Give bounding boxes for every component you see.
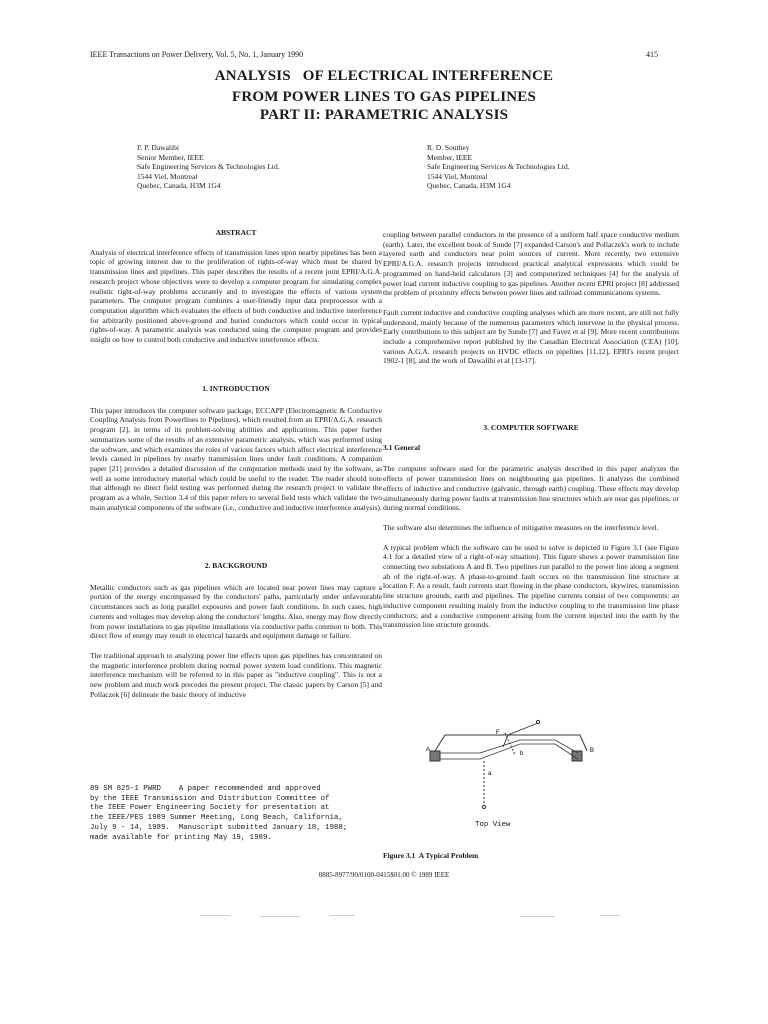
introduction-text: This paper introduces the computer software package, ECCAPP (Electromagnetic & Conductive Coupling Analysis from Powerlines to Pipelines), which resulted from an EPRI/A.G.A. research program [2], in terms of its problem-solving abilities and applications. This paper further summarizes some of the results of an extensive parametric analysis, which was performed using the software, and which examines the roles of various factors which affect electrical interference levels caused in pipelines by nearby transmission lines under fault conditions. A companion paper [21] provides a detailed discussion of the computation methods used by the software, as well as some introductory material which could be useful to the reader. The reader should note that although no direct field testing was performed during the research project to validate the program as a whole, Section 3.4 of this paper refers to several field tests which validate the two main analytical components of the software (i.e., conductive and inductive interference analysis). <box>90 405 382 512</box>
footnote-line: the IEEE Power Engineering Society for presentation at <box>90 804 330 813</box>
author-block-southey <box>427 143 570 191</box>
footnote-line: made available for printing May 19, 1989. <box>90 833 272 842</box>
author-city: Quebec, Canada, H3M 1G4 <box>427 181 511 190</box>
author-street: 1544 Viel, Montreal <box>137 171 198 181</box>
pipeline-end-top <box>536 720 539 723</box>
continued-paragraph-1: coupling between parallel conductors in the presence of a uniform half space conductive medium (earth). Later, the excellent book of Sunde [7] expanded Carson's and Pollaczek's work to include layered earth and conductors near point sources of current. More recently, two extensive EPRI/A.G.A. research projects introduced practical analytical expressions which could be programmed on hand-held calculators [3] and computerized techniques [4] for the analysis of power load current inductive coupling to gas pipelines. Another recent EPRI project [8] addressed the problem of proximity effects between power lines and railroad communications systems. <box>383 230 679 298</box>
title-line-3: PART II: PARAMETRIC ANALYSIS <box>259 107 509 123</box>
author-affiliation: Safe Engineering Services & Technologies Ltd. <box>427 162 570 171</box>
page-number: 415 <box>646 50 658 59</box>
author-affiliation: Safe Engineering Services & Technologies Ltd. <box>137 162 280 171</box>
pipeline-upper <box>440 740 578 753</box>
pipeline-end-bottom <box>482 805 485 808</box>
label-segment-b: b <box>520 751 524 757</box>
label-fault-f: F <box>496 730 500 736</box>
scan-artifact <box>260 916 300 917</box>
title-line-1: ANALYSIS OF ELECTRICAL INTERFERENCE <box>214 68 554 84</box>
scan-artifact <box>200 915 230 916</box>
scan-artifact <box>600 915 620 916</box>
footnote-line: by the IEEE Transmission and Distribution Committee of <box>90 794 330 803</box>
footnote-line: 89 SM 825-1 PWRD A paper recommended and approved <box>90 785 321 793</box>
author-role: Member, IEEE <box>427 152 473 162</box>
general-paragraph-3: A typical problem which the software can be used to solve is depicted in Figure 3.1 (see Figure 4.1 for a detailed view of a right-of-way situation). This figure shows a power transmission line connecting two substations A and B. Two pipelines run parallel to the power line along a segment ab of the right-of-way. A phase-to-ground fault occurs on the transmission line structure at location F. As a result, fault currents start flowing in the phase conductors, skywires, transmission line structure grounds, earth and pipelines. The pipeline currents consist of two components: an inductive component resulting mainly from the inductive coupling to the transmission line phase conductors; and a conductive component arising from the current injected into the earth by the transmission line structure grounds. <box>383 542 679 630</box>
background-paragraph-2: The traditional approach to analyzing power line effects upon gas pipelines has concentrated on the magnetic interference problem during normal power system load conditions. This magnetic interference mechanism will be referred to in this paper as "inductive coupling". This is not a new problem and much work precedes the present project. The classic papers by Carson [5] and Pollaczek [6] delineate the basic theory of inductive <box>90 650 382 699</box>
copyright-notice: 0885-8977/90/0100-0415$01.00 © 1989 IEEE <box>318 871 450 879</box>
left-column <box>90 228 382 345</box>
pipeline-lower <box>440 744 578 759</box>
right-column <box>383 230 679 366</box>
general-paragraph-2: The software also determines the influence of mitigative measures on the interference level. <box>383 522 659 532</box>
figure-3-1-diagram <box>420 695 620 825</box>
background-paragraph-1: Metallic conductors such as gas pipelines which are located near power lines may capture a portion of the energy encompassed by the conductors' paths, particularly under unfavourable circumstances such as long parallel exposures and power fault conditions. In such cases, high currents and voltages may develop along the conductors' lengths. Also, energy may flow directly from power installations to gas pipeline installations via conductive paths common to both. This direct flow of energy may result in electrical hazards and equipment damage or failure. <box>90 582 382 641</box>
journal-header: IEEE Transactions on Power Delivery, Vol. 5, No. 1, January 1990 <box>90 50 304 59</box>
footnote-line: the IEEE/PES 1989 Summer Meeting, Long Beach, California, <box>90 814 343 823</box>
general-heading: 3.1 General <box>383 442 421 452</box>
background-heading: 2. BACKGROUND <box>204 561 268 570</box>
footnote-line: July 9 - 14, 1989. Manuscript submitted January 18, 1988; <box>90 823 348 832</box>
label-b-substation: B <box>590 748 595 754</box>
author-name: F. P. Dawalibi <box>137 143 179 152</box>
continued-paragraph-2: Fault current inductive and conductive coupling analyses which are more recent, are still not fully understood, mainly because of the numerous parameters which intervene in the physical process. Early contributions to this subject are by Sunde [7] and Favez et al [9]. More recent contributions include a comprehensive report published by the Canadian Electrical Association (CEA) [10], various A.G.A. research projects on HVDC effects on pipelines [11,12], EPRI's recent project 1902-1 [8], and the work of Dawalibi et al [13-17]. <box>383 307 679 366</box>
right-column-software <box>383 423 679 630</box>
substation-a <box>430 751 440 761</box>
software-heading: 3. COMPUTER SOFTWARE <box>483 423 579 432</box>
figure-view-label: Top View <box>475 821 511 829</box>
scan-artifact <box>330 915 355 916</box>
author-street: 1544 Viel, Montreal <box>427 171 488 181</box>
left-column-background <box>90 561 382 699</box>
author-block-dawalibi <box>137 143 280 191</box>
manuscript-footnote <box>90 785 380 843</box>
figure-caption: Figure 3.1 A Typical Problem <box>383 851 479 860</box>
author-name: R. D. Southey <box>427 143 470 152</box>
introduction-heading: 1. INTRODUCTION <box>202 384 270 393</box>
author-role: Senior Member, IEEE <box>137 152 204 162</box>
scan-artifact <box>520 916 555 917</box>
label-a-substation: A <box>426 747 431 753</box>
abstract-text: Analysis of electrical interference effects of transmission lines upon nearby pipelines has been a topic of growing interest due to the proliferation of rights-of-way which must be shared by transmission lines and pipelines. This paper describes the results of a recent joint EPRI/A.G.A. research project whose objectives were to develop a computer program for simulating complex realistic right-of-way problems accurately and to investigate the effects of various system parameters. The computer program combines a user-friendly input data preprocessor with a computation algorithm which evaluates the effects of both conductive and inductive interference for arbitrarily positioned above-ground and buried conductors which could occur in typical rights-of-way. A parametric analysis was conducted using the computer program and provides insight on how to control both conductive and inductive interference effects. <box>90 247 382 345</box>
left-column-intro <box>90 384 382 512</box>
author-city: Quebec, Canada, H3M 1G4 <box>137 181 221 190</box>
abstract-heading: ABSTRACT <box>215 228 257 237</box>
title-line-2: FROM POWER LINES TO GAS PIPELINES <box>231 89 537 105</box>
label-segment-a: a <box>488 771 492 777</box>
general-paragraph-1: The computer software used for the parametric analysis described in this paper analyzes the effects of power transmission lines on neighbouring gas pipelines. It analyzes the combined effects of inductive and conductive (galvanic, through earth) coupling. These effects may develop simultaneously during power faults at transmission line structures which are near gas pipelines, or during normal conditions. <box>383 464 679 513</box>
